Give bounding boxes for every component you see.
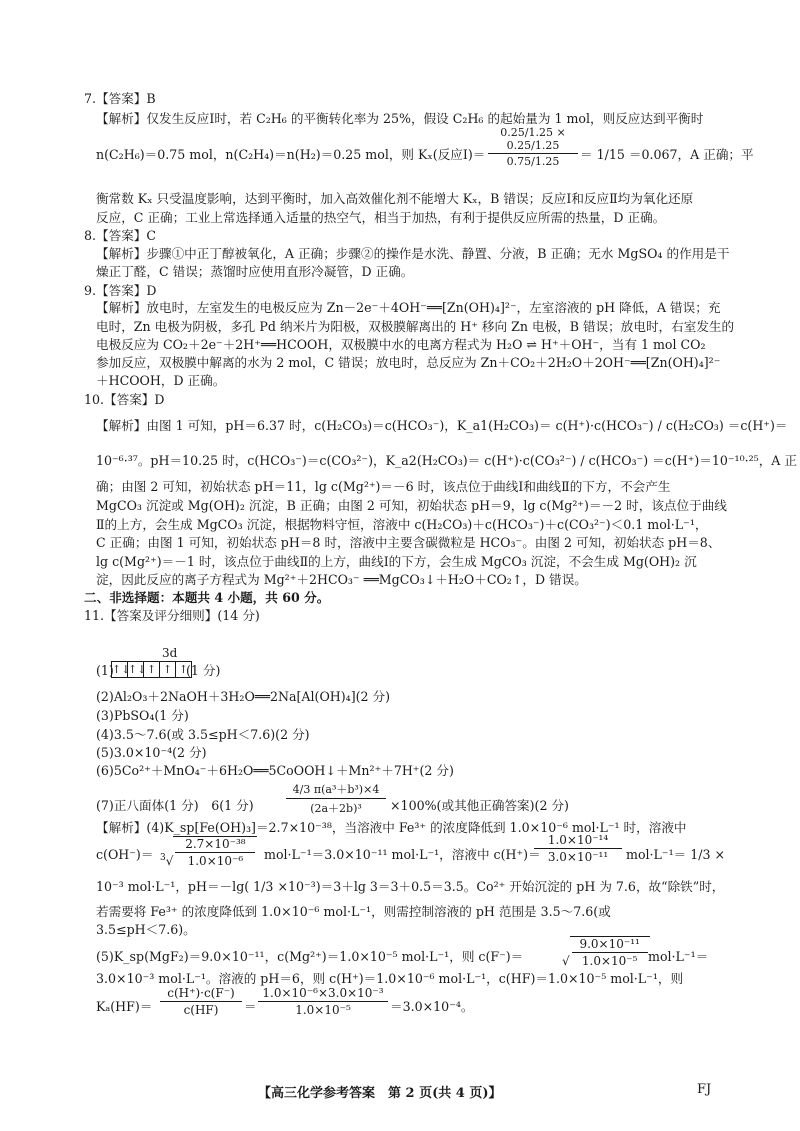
q8-answer: 8.【答案】C [84, 228, 157, 243]
h-fraction [534, 833, 622, 864]
q10-answer: 10.【答案】D [84, 392, 165, 407]
orbital-cell: ↑ [175, 661, 192, 678]
kx-den-a-den: 1.25 [534, 155, 560, 168]
kx-num-b-den: 1.25 [534, 139, 560, 152]
q11-part7: (7)正八面体(1 分) 6(1 分) [96, 798, 254, 813]
q10-analysis-line2: 10⁻⁶·³⁷。pH＝10.25 时，c(HCO₃⁻)＝c(CO₃²⁻)，K_a2(H₂CO₃)＝ c(H⁺)·c(CO₃²⁻) / c(HCO₃⁻) ＝c(H⁺)＝10⁻¹⁰·²⁵，A 正 [96, 453, 798, 468]
footer-code: FJ [697, 1082, 712, 1097]
oh-sqrt: $^3$√ $\frac{\text{2.7×10⁻³⁸}}{\text{1.0×10⁻⁶}}$ [160, 836, 257, 868]
oh-den: 1.0×10⁻⁶ [187, 854, 244, 868]
q8-analysis-line1: 【解析】步骤①中正丁醇被氧化，A 正确；步骤②的操作是水洗、静置、分液，B 正确；无水 MgSO₄ 的作用是干 [96, 246, 730, 261]
q11-analysis-line8a: Kₐ(HF)＝ [96, 999, 153, 1014]
kx-num-b: 0.25 [506, 139, 532, 152]
orbital-cell: ↑ [159, 661, 176, 678]
orbital-cell: ↑ [143, 661, 160, 678]
kx-fraction: 0.25/1.25 × 0.25/1.25 0.75/1.25 [488, 126, 578, 168]
h-num: 1.0×10⁻¹⁴ [547, 833, 609, 847]
q9-analysis-line2: 电时，Zn 电极为阴极，多孔 Pd 纳米片为阳极，双极膜解离出的 H⁺ 移向 Zn 电极，B 错误；放电时，右室发生的 [96, 319, 735, 334]
q11-part7-tail: ×100%(或其他正确答案)(2 分) [390, 798, 569, 813]
q7-analysis-line2a: n(C₂H₆)＝0.75 mol，n(C₂H₄)＝n(H₂)＝0.25 mol，则 Kₓ(反应Ⅰ)＝ [96, 147, 486, 162]
q7-analysis-line2b: ＝ 1/15 ＝0.067，A 正确；平 [580, 147, 754, 162]
kx-den-a: 0.75 [506, 155, 532, 168]
ka-den: c(HF) [183, 1003, 219, 1017]
oh-num: 2.7×10⁻³⁸ [185, 837, 246, 851]
q9-analysis-line1: 【解析】放电时，左室发生的电极反应为 Zn－2e⁻＋4OH⁻══[Zn(OH)₄]²⁻，左室溶液的 pH 降低，A 错误；充 [96, 300, 721, 315]
ka2-den: 1.0×10⁻⁵ [295, 1003, 351, 1017]
q11-analysis-line8c: ＝3.0×10⁻⁴。 [390, 999, 474, 1014]
q11-part6: (6)5Co²⁺＋MnO₄⁻＋6H₂O══5CoOOH↓＋Mn²⁺＋7H⁺(2 分) [96, 763, 454, 778]
q7-analysis-line4: 反应，C 正确；工业上常选择通入适量的热空气，相当于加热，有利于提供反应所需的热量，D 正确。 [96, 210, 666, 225]
ka-fraction [160, 986, 242, 1017]
orbital-label: 3d [162, 646, 178, 660]
section-heading: 二、非选择题：本题共 4 小题，共 60 分。 [84, 590, 330, 605]
density-fraction [286, 781, 386, 816]
h-den: 3.0×10⁻¹¹ [547, 850, 609, 864]
q11-part4: (4)3.5～7.6(或 3.5≤pH＜7.6)(2 分) [96, 727, 310, 742]
q11-analysis-line5: 3.5≤pH＜7.6)。 [96, 922, 196, 937]
q11-analysis-line2b: mol·L⁻¹＝3.0×10⁻¹¹ mol·L⁻¹，溶液中 c(H⁺)＝ [264, 847, 541, 862]
kx-num-a-den: 1.25 [528, 126, 553, 139]
q11-answer-heading: 11.【答案及评分细则】(14 分) [84, 608, 260, 623]
q11-part1-score: (1 分) [186, 663, 221, 678]
density-numerator: 4/3 π(a³＋b³)×4 [292, 783, 380, 796]
q7-analysis-line1: 【解析】仅发生反应Ⅰ时，若 C₂H₆ 的平衡转化率为 25%，假设 C₂H₆ 的起始量为 1 mol，则反应达到平衡时 [96, 111, 704, 126]
q11-analysis-line2c: mol·L⁻¹＝ 1/3 × [626, 847, 726, 862]
footer-title: 【高三化学参考答案 第 2 页(共 4 页)】 [258, 1086, 502, 1101]
f-num: 9.0×10⁻¹¹ [579, 937, 640, 951]
q9-analysis-line4: 参加反应，双极膜中解离的水为 2 mol，C 错误；放电时，总反应为 Zn＋CO₂＋2H₂O＋2OH⁻══[Zn(OH)₄]²⁻ [96, 355, 721, 370]
q10-analysis-line6: C 正确；由图 1 可知，初始状态 pH＝8 时，溶液中主要含碳微粒是 HCO₃⁻。由图 2 可知，初始状态 pH＝8、 [96, 535, 721, 550]
orbital-cell: ↑↓ [112, 663, 131, 676]
q10-analysis-line8: 淀，因此反应的离子方程式为 Mg²⁺＋2HCO₃⁻ ══MgCO₃↓＋H₂O＋CO₂↑，D 错误。 [96, 572, 587, 587]
q10-analysis-line3: 确；由图 2 可知，初始状态 pH＝11，lg c(Mg²⁺)＝－6 时，该点位于曲线Ⅰ和曲线Ⅱ的下方，不会产生 [96, 479, 671, 494]
q9-answer: 9.【答案】D [84, 283, 157, 298]
q10-analysis-line1: 【解析】由图 1 可知，pH＝6.37 时，c(H₂CO₃)＝c(HCO₃⁻)，K_a1(H₂CO₃)＝ c(H⁺)·c(HCO₃⁻) / c(H₂CO₃) ＝c(H⁺)＝ [96, 418, 788, 433]
q11-analysis-line3: 10⁻³ mol·L⁻¹，pH＝－lg( 1/3 ×10⁻³)＝3＋lg 3＝3＋0.5＝3.5。Co²⁺ 开始沉淀的 pH 为 7.6，故“除铁”时， [96, 879, 725, 894]
ka2-num: 1.0×10⁻⁶×3.0×10⁻³ [262, 986, 384, 1000]
f-sqrt: √ $\frac{\text{9.0×10⁻¹¹}}{\text{1.0×10⁻⁵}}$ [562, 936, 650, 968]
orbital-cell: ↑↓ [128, 663, 147, 676]
orbital-diagram [112, 661, 192, 678]
q10-analysis-line4: MgCO₃ 沉淀或 Mg(OH)₂ 沉淀，B 正确；由图 2 可知，初始状态 pH＝9，lg c(Mg²⁺)＝－2 时，该点位于曲线 [96, 498, 727, 513]
q7-answer: 7.【答案】B [84, 91, 156, 106]
f-den: 1.0×10⁻⁵ [581, 954, 638, 968]
q11-analysis-line1: 【解析】(4)K_sp[Fe(OH)₃]＝2.7×10⁻³⁸，当溶液中 Fe³⁺ 的浓度降低到 1.0×10⁻⁶ mol·L⁻¹ 时，溶液中 [96, 820, 687, 835]
q11-part1-num: (1) [96, 663, 114, 678]
q9-analysis-line3: 电极反应为 CO₂＋2e⁻＋2H⁺══HCOOH，双极膜中水的电离方程式为 H₂O ⇌ H⁺＋OH⁻，当有 1 mol CO₂ [96, 337, 706, 352]
q8-analysis-line2: 燥正丁醛，C 错误；蒸馏时应使用直形冷凝管，D 正确。 [96, 264, 414, 279]
q11-analysis-line2a: c(OH⁻)＝ [96, 847, 154, 862]
q11-analysis-line6b: mol·L⁻¹＝ [648, 949, 709, 964]
q10-analysis-line5: Ⅱ的上方，会生成 MgCO₃ 沉淀，根据物料守恒，溶液中 c(H₂CO₃)＋c(HCO₃⁻)＋c(CO₃²⁻)＜0.1 mol·L⁻¹， [96, 517, 708, 532]
q9-analysis-line5: ＋HCOOH，D 正确。 [96, 373, 226, 388]
q11-part2: (2)Al₂O₃＋2NaOH＋3H₂O══2Na[Al(OH)₄](2 分) [96, 689, 391, 704]
q11-analysis-line6a: (5)K_sp(MgF₂)＝9.0×10⁻¹¹，c(Mg²⁺)＝1.0×10⁻⁵ mol·L⁻¹，则 c(F⁻)＝ [96, 949, 524, 964]
kx-num-a: 0.25 [500, 126, 525, 139]
q7-analysis-line3: 衡常数 Kₓ 只受温度影响，达到平衡时，加入高效催化剂不能增大 Kₓ，B 错误；反应Ⅰ和反应Ⅱ均为氧化还原 [96, 191, 694, 206]
ka-num: c(H⁺)·c(F⁻) [167, 986, 235, 1000]
q11-analysis-line8b: ＝ [244, 999, 257, 1014]
ka2-fraction [258, 986, 388, 1017]
density-denominator: (2a＋2b)³ [310, 802, 362, 815]
q11-analysis-line4: 若需要将 Fe³⁺ 的浓度降低到 1.0×10⁻⁶ mol·L⁻¹，则需控制溶液的 pH 范围是 3.5～7.6(或 [96, 904, 611, 919]
q11-analysis-line7: 3.0×10⁻³ mol·L⁻¹。溶液的 pH＝6，则 c(H⁺)＝1.0×10⁻⁶ mol·L⁻¹，c(HF)＝1.0×10⁻⁵ mol·L⁻¹，则 [96, 971, 684, 986]
q11-part5: (5)3.0×10⁻⁴(2 分) [96, 745, 207, 760]
q10-analysis-line7: lg c(Mg²⁺)＝－1 时，该点位于曲线Ⅱ的上方，曲线Ⅰ的下方，会生成 MgCO₃ 沉淀，不会生成 Mg(OH)₂ 沉 [96, 554, 697, 569]
q11-part3: (3)PbSO₄(1 分) [96, 708, 189, 723]
